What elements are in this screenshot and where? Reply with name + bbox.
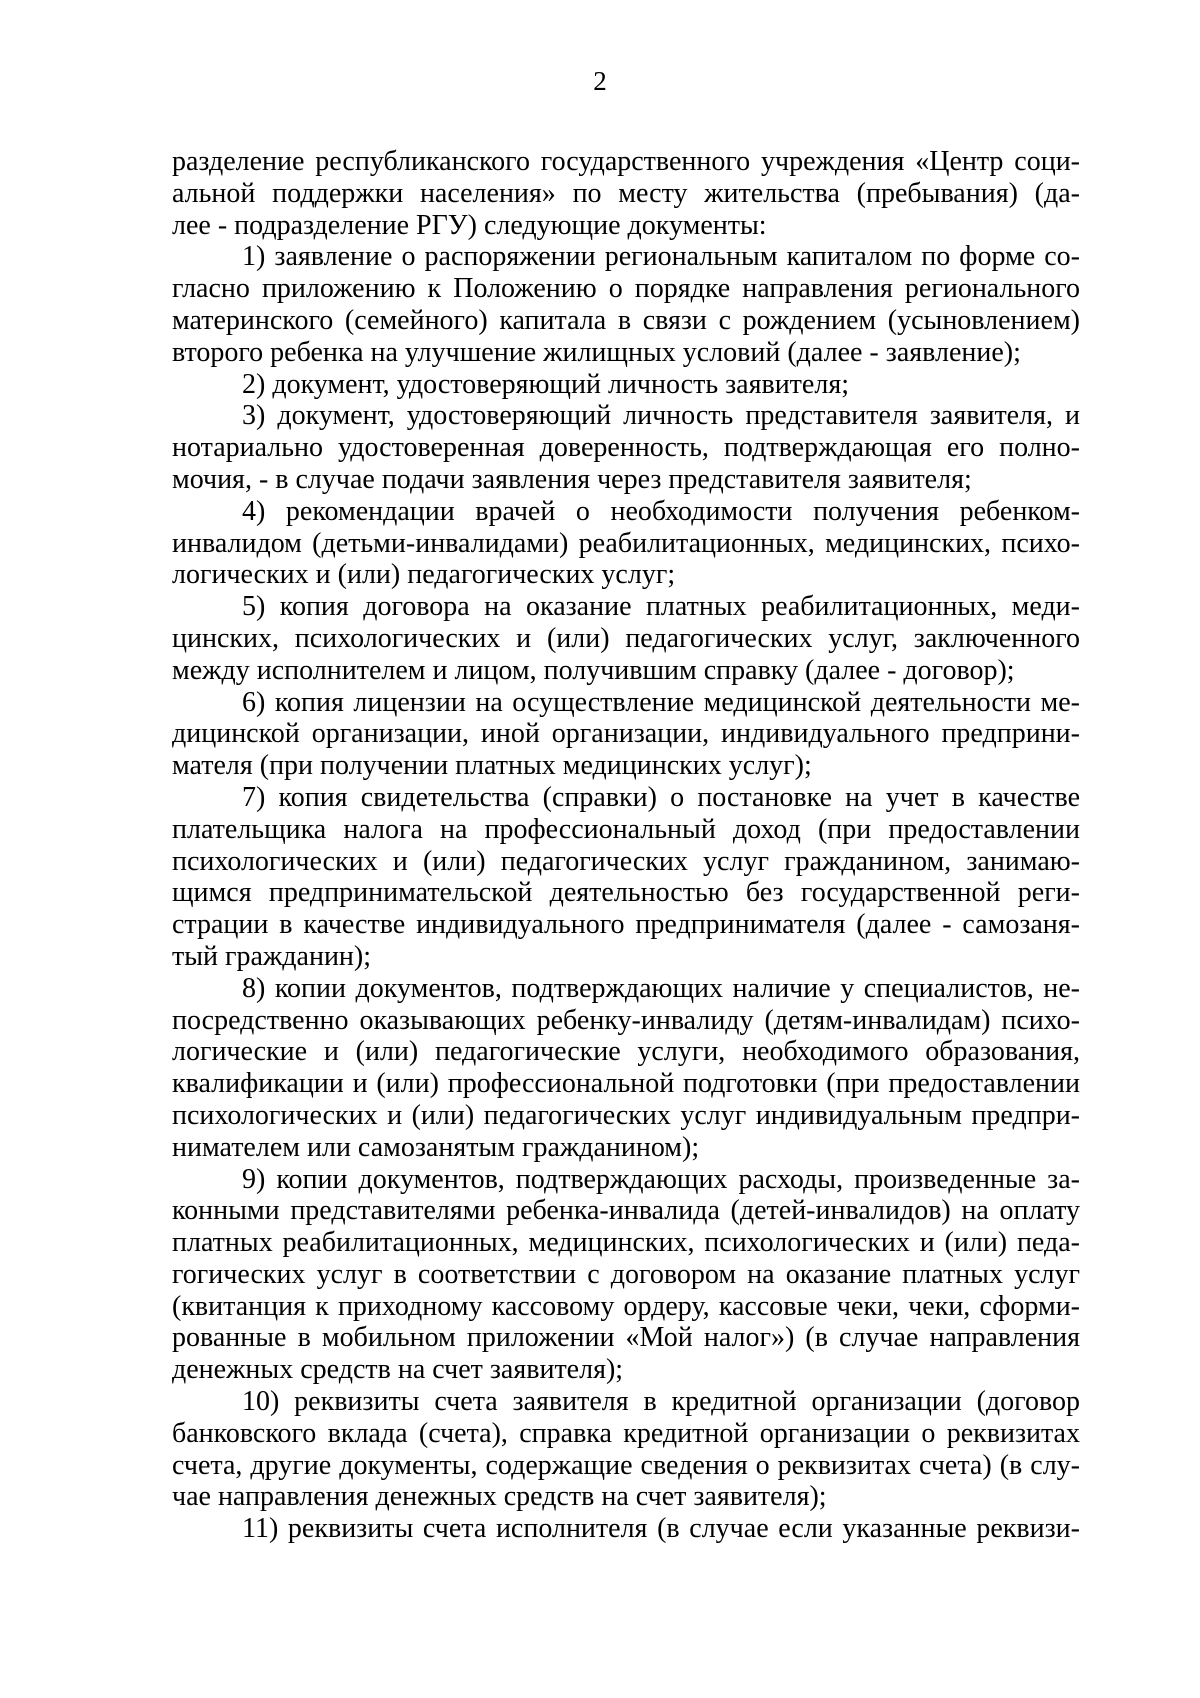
text-line: банковского вклада (счета), справка кредитной организации о реквизитах — [172, 1417, 1080, 1449]
text-line: счета, другие документы, содержащие сведения о реквизитах счета) (в слу- — [172, 1449, 1080, 1481]
text-line: второго ребенка на улучшение жилищных условий (далее - заявление); — [172, 336, 1021, 368]
text-line: гласно приложению к Положению о порядке направления регионального — [172, 273, 1080, 305]
text-line: инвалидом (детьми-инвалидами) реабилитационных, медицинских, психо- — [172, 527, 1080, 559]
text-line: 3) документ, удостоверяющий личность представителя заявителя, и — [242, 400, 1080, 432]
text-line: мочия, - в случае подачи заявления через представителя заявителя; — [172, 463, 972, 495]
text-line: 5) копия договора на оказание платных реабилитационных, меди- — [242, 591, 1080, 623]
text-line: нотариально удостоверенная доверенность, подтверждающая его полно- — [172, 432, 1080, 464]
text-line: дицинской организации, иной организации, индивидуального предприни- — [172, 718, 1080, 750]
text-line: разделение республиканского государственного учреждения «Центр соци- — [172, 146, 1080, 177]
text-line: страции в качестве индивидуального предпринимателя (далее - самозаня- — [172, 909, 1080, 941]
text-line: щимся предпринимательской деятельностью без государственной реги- — [172, 877, 1080, 909]
text-line: посредственно оказывающих ребенку-инвалиду (детям-инвалидам) психо- — [172, 1004, 1080, 1036]
text-line: психологических и (или) педагогических услуг гражданином, занимаю- — [172, 845, 1080, 877]
text-line: логические и (или) педагогические услуги, необходимого образования, — [172, 1036, 1080, 1068]
text-line: психологических и (или) педагогических услуг индивидуальным предпри- — [172, 1099, 1080, 1131]
text-line: нимателем или самозанятым гражданином); — [172, 1131, 700, 1163]
text-line: квалификации и (или) профессиональной подготовки (при предоставлении — [172, 1068, 1080, 1100]
text-line: материнского (семейного) капитала в связи с рождением (усыновлением) — [172, 304, 1080, 336]
text-line: 10) реквизиты счета заявителя в кредитной организации (договор — [242, 1386, 1080, 1418]
text-line: 7) копия свидетельства (справки) о постановке на учет в качестве — [242, 781, 1080, 813]
text-line: 1) заявление о распоряжении региональным капиталом по форме со- — [242, 241, 1080, 273]
text-line: чае направления денежных средств на счет заявителя); — [172, 1481, 827, 1513]
text-line: 4) рекомендации врачей о необходимости получения ребенком- — [242, 495, 1080, 527]
text-line: лее - подразделение РГУ) следующие документы: — [172, 209, 767, 241]
text-line: логических и (или) педагогических услуг; — [172, 559, 676, 591]
text-line: 2) документ, удостоверяющий личность заявителя; — [242, 368, 849, 400]
text-line: тый гражданин); — [172, 940, 372, 972]
text-line: денежных средств на счет заявителя); — [172, 1354, 624, 1386]
text-line: альной поддержки населения» по месту жительства (пребывания) (да- — [172, 177, 1080, 209]
text-line: 6) копия лицензии на осуществление медицинской деятельности ме- — [242, 686, 1080, 718]
text-line: конными представителями ребенка-инвалида (детей-инвалидов) на оплату — [172, 1195, 1080, 1227]
text-line: цинских, психологических и (или) педагогических услуг, заключенного — [172, 622, 1080, 654]
text-line: 11) реквизиты счета исполнителя (в случае если указанные реквизи- — [242, 1513, 1080, 1545]
text-line: 9) копии документов, подтверждающих расходы, произведенные за- — [242, 1163, 1080, 1195]
text-line: гогических услуг в соответствии с договором на оказание платных услуг — [172, 1258, 1080, 1290]
document-body — [172, 146, 1080, 1545]
text-line: рованные в мобильном приложении «Мой налог») (в случае направления — [172, 1322, 1080, 1354]
text-line: 8) копии документов, подтверждающих наличие у специалистов, не- — [242, 972, 1080, 1004]
text-line: платных реабилитационных, медицинских, психологических и (или) педа- — [172, 1227, 1080, 1259]
page-number: 2 — [593, 66, 607, 96]
text-line: мателя (при получении платных медицинских услуг); — [172, 750, 812, 782]
text-line: (квитанция к приходному кассовому ордеру, кассовые чеки, чеки, сформи- — [172, 1290, 1080, 1322]
text-line: плательщика налога на профессиональный доход (при предоставлении — [172, 813, 1080, 845]
text-line: между исполнителем и лицом, получившим справку (далее - договор); — [172, 654, 1015, 686]
